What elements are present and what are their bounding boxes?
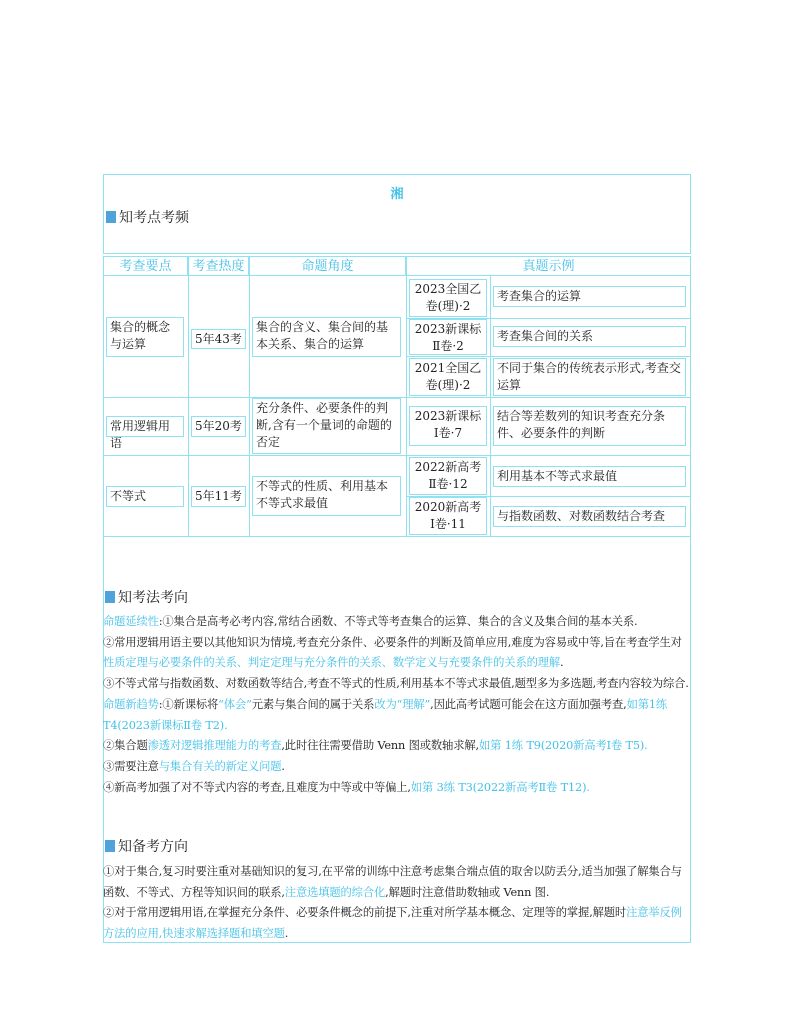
table-header-point: 考查要点 (103, 256, 188, 276)
section-title-frequency: 知考点考频 (106, 207, 189, 227)
square-bullet-icon (105, 591, 115, 603)
row1-src2: 2023新课标Ⅱ卷·2 (409, 319, 487, 355)
row3-src2: 2020新高考Ⅰ卷·11 (409, 497, 487, 535)
paragraph: ①对于集合,复习时要注重对基础知识的复习,在平常的训练中注意考虑集合端点值的取舍以防丢分,适当加强了解集合与函数、不等式、方程等知识间的联系,注意选填题的综合化,解题时注意借助数轴或 Venn 图. (103, 865, 682, 899)
square-bullet-icon (106, 211, 116, 223)
col-line (188, 276, 189, 536)
top-heading: 湘 (390, 187, 404, 202)
square-bullet-icon (105, 840, 115, 852)
row1-angle: 集合的含义、集合间的基本关系、集合的运算 (252, 317, 401, 357)
row-line (406, 356, 691, 357)
row2-heat: 5年20考 (191, 416, 246, 437)
table-header-example: 真题示例 (406, 256, 691, 276)
paragraph: ②常用逻辑用语主要以其他知识为情境,考查充分条件、必要条件的判断及简单应用,难度为容易或中等,旨在考查学生对性质定理与必要条件的关系、判定定理与充分条件的关系、数学定义与充要条件的关系的理解. (103, 635, 682, 670)
paragraph: 命题新趋势:①新课标将“体会”元素与集合间的属于关系改为“理解”,因此高考试题可能会在这方面加强考查,如第1练 T4(2023新课标Ⅱ卷 T2). (103, 697, 668, 732)
section-title-method: 知考法考向 (105, 587, 188, 607)
section-prep-body (103, 862, 689, 945)
col-line (490, 276, 491, 536)
paragraph: ②对于常用逻辑用语,在掌握充分条件、必要条件概念的前提下,注重对所学基本概念、定理等的掌握,解题时注意举反例方法的应用,快速求解选择题和填空题. (103, 906, 682, 941)
table-header-angle: 命题角度 (249, 256, 406, 276)
row2-ex1: 结合等差数列的知识考查充分条件、必要条件的判断 (493, 406, 686, 446)
row2-point: 常用逻辑用语 (106, 416, 184, 437)
row3-angle: 不等式的性质、利用基本不等式求最值 (252, 476, 401, 516)
row2-angle: 充分条件、必要条件的判断,含有一个量词的命题的否定 (252, 398, 401, 454)
paragraph: 命题延续性:①集合是高考必考内容,常结合函数、不等式等考查集合的运算、集合的含义及集合间的基本关系. (103, 615, 638, 628)
paragraph: ④新高考加强了对不等式内容的考查,且难度为中等或中等偏上,如第 3练 T3(2022新高考Ⅱ卷 T12). (103, 780, 590, 794)
row1-src1: 2023全国乙卷(理)·2 (409, 279, 487, 317)
row1-ex2: 考查集合间的关系 (493, 326, 686, 347)
table-header-heat: 考查热度 (188, 256, 249, 276)
col-line (406, 276, 407, 536)
row1-ex3: 不同于集合的传统表示形式,考查交运算 (493, 358, 686, 396)
paragraph: ③不等式常与指数函数、对数函数等结合,考查不等式的性质,利用基本不等式求最值,题型多为多选题,考查内容较为综合. (103, 677, 689, 691)
row3-heat: 5年11考 (191, 486, 246, 507)
row3-point: 不等式 (106, 486, 184, 507)
row1-point: 集合的概念与运算 (106, 317, 184, 357)
section-method-body (103, 612, 689, 798)
col-line (690, 276, 691, 536)
row3-ex2: 与指数函数、对数函数结合考查 (493, 506, 686, 527)
col-line (249, 276, 250, 536)
header-frame (103, 174, 691, 254)
col-line (103, 276, 104, 536)
paragraph: ②集合题渗透对逻辑推理能力的考查,此时往往需要借助 Venn 图或数轴求解,如第 1练 T9(2020新高考Ⅰ卷 T5). (103, 739, 648, 753)
row1-heat: 5年43考 (191, 329, 246, 349)
row1-ex1: 考查集合的运算 (493, 286, 686, 307)
row3-ex1: 利用基本不等式求最值 (493, 466, 686, 487)
row2-src1: 2023新课标Ⅰ卷·7 (409, 406, 487, 446)
row3-src1: 2022新高考Ⅱ卷·12 (409, 457, 487, 495)
section-title-prep: 知备考方向 (105, 836, 188, 856)
row1-src3: 2021全国乙卷(理)·2 (409, 358, 487, 396)
paragraph: ③需要注意与集合有关的新定义问题. (103, 759, 285, 773)
row-line (103, 455, 691, 456)
